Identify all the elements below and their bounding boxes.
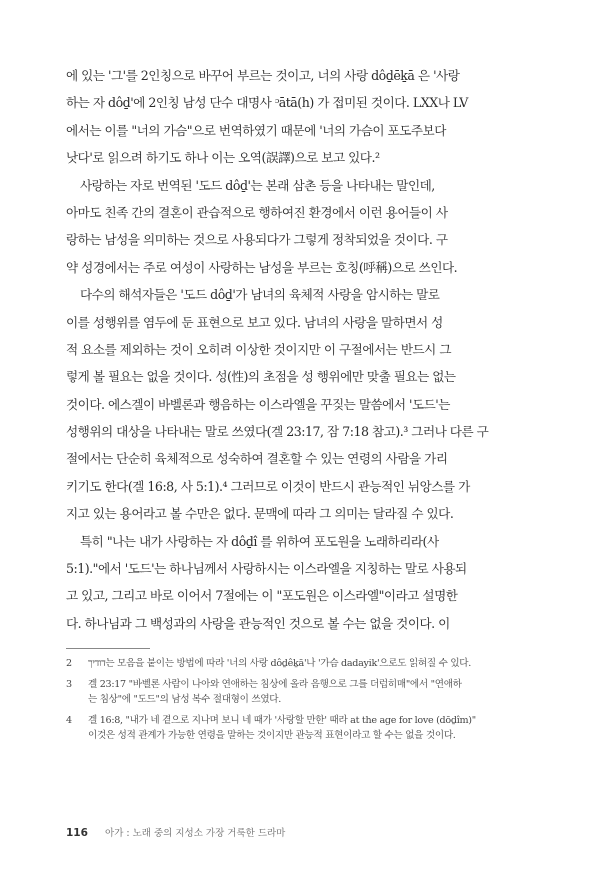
body-line: 지고 있는 용어라고 볼 수만은 없다. 문맥에 따라 그 의미는 달라질 수 있다. xyxy=(66,506,454,522)
body-line: 약 성경에서는 주로 여성이 사랑하는 남성을 부르는 호칭(呼稱)으로 쓰인다. xyxy=(66,259,458,275)
footnote-number: 4 xyxy=(66,714,73,726)
page-footer xyxy=(66,821,286,839)
body-line: 키기도 한다(겔 16:8, 사 5:1).⁴ 그러므로 이것이 반드시 관능적인 뉘앙스를 가 xyxy=(66,478,470,494)
body-line: 5:1)."에서 '도드'는 하나님께서 사랑하시는 이스라엘을 지칭하는 말로 사용되 xyxy=(66,561,467,577)
body-line: 다수의 해석자들은 '도드 dôḏ'가 남녀의 육체적 사랑을 암시하는 말로 xyxy=(80,287,440,303)
footnote-line: 는 침상"에 "도드"의 남성 복수 절대형이 쓰였다. xyxy=(88,694,282,705)
footnote xyxy=(66,677,506,708)
body-line: 고 있고, 그리고 바로 이어서 7절에는 이 "포도원은 이스라엘"이라고 설명한 xyxy=(66,588,458,604)
body-line: 사랑하는 자로 번역된 '도드 dôḏ'는 본래 삼촌 등을 나타내는 말인데, xyxy=(80,177,435,193)
footnotes xyxy=(66,656,506,749)
body-line: 특히 "나는 내가 사랑하는 자 dôḏî 를 위하여 포도원을 노래하리라(사 xyxy=(80,533,439,549)
body-line: 절에서는 단순히 육체적으로 성숙하여 결혼할 수 있는 연령의 사람을 가리 xyxy=(66,451,448,467)
footnote-line: 이것은 성적 관계가 가능한 연령을 말하는 것이지만 관능적 표현이라고 할 수는 없을 것이다. xyxy=(88,730,456,741)
footnote xyxy=(66,713,506,744)
body-line: 적 요소를 제외하는 것이 오히려 이상한 것이지만 이 구절에서는 반드시 그 xyxy=(66,341,451,357)
footnote-number: 3 xyxy=(66,678,73,690)
body-line: 하는 자 dôḏ'에 2인칭 남성 단수 대명사 ᵓātā(h) 가 접미된 것이다. LXX나 LV xyxy=(66,95,468,111)
body-line: 이를 성행위를 염두에 둔 표현으로 보고 있다. 남녀의 사랑을 말하면서 성 xyxy=(66,314,443,330)
body-line: 것이다. 에스겔이 바벨론과 행음하는 이스라엘을 꾸짖는 말씀에서 '도드'는 xyxy=(66,396,450,412)
footnote-line: 겔 16:8, "내가 네 곁으로 지나며 보니 네 때가 '사랑할 만한' 때라 at the age for love (dōḏîm)" xyxy=(88,714,476,726)
body-line: 낫다'로 읽으려 하기도 하나 이는 오역(誤譯)으로 보고 있다.² xyxy=(66,150,380,166)
footnote-line: דודיך는 모음을 붙이는 방법에 따라 '너의 사랑 dôḏêḵā'나 '가슴 dadayik'으로도 읽혀질 수 있다. xyxy=(88,658,472,669)
footnote-divider xyxy=(66,648,150,649)
body-text xyxy=(66,62,491,637)
footnote-number: 2 xyxy=(66,658,73,669)
body-line: 에 있는 '그'를 2인칭으로 바꾸어 부르는 것이고, 너의 사랑 dôḏēḵā 은 '사랑 xyxy=(66,68,460,83)
footnote xyxy=(66,656,506,672)
running-title: 아가 : 노래 중의 지성소 가장 거룩한 드라마 xyxy=(105,828,286,839)
body-line: 랑하는 남성을 의미하는 것으로 사용되다가 그렇게 정착되었을 것이다. 구 xyxy=(66,232,448,248)
footnote-line: 겔 23:17 "바벨론 사람이 나아와 연애하는 침상에 올라 음행으로 그를 더럽히매"에서 "연애하 xyxy=(88,678,462,690)
body-line: 다. 하나님과 그 백성과의 사랑을 관능적인 것으로 볼 수는 없을 것이다. 이 xyxy=(66,615,450,631)
page-number: 116 xyxy=(66,827,88,839)
body-line: 성행위의 대상을 나타내는 말로 쓰였다(겔 23:17, 잠 7:18 참고).³ 그러나 다른 구 xyxy=(66,424,489,440)
body-line: 아마도 친족 간의 결혼이 관습적으로 행하여진 환경에서 이런 용어들이 사 xyxy=(66,204,448,220)
body-line: 에서는 이를 "너의 가슴"으로 번역하였기 때문에 '너의 가슴이 포도주보다 xyxy=(66,122,446,138)
body-line: 렇게 볼 필요는 없을 것이다. 성(性)의 초점을 성 행위에만 맞출 필요는 없는 xyxy=(66,369,456,385)
